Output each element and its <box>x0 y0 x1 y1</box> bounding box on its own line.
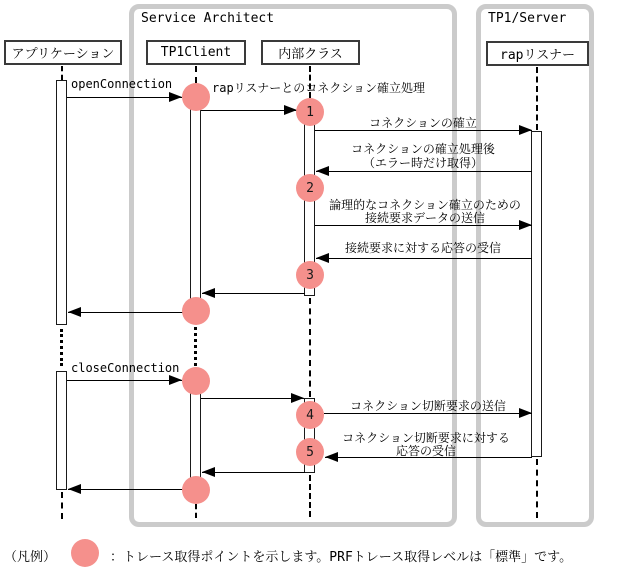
activation-rap-listener <box>531 131 542 457</box>
message-label-open-connection: openConnection <box>71 77 173 91</box>
lifeline-application-dash-top <box>61 66 63 80</box>
arrow-line <box>68 312 191 313</box>
message-label-logical-line2: 接続要求データの送信 <box>364 211 485 225</box>
frame-title-tp1-server: TP1/Server <box>488 11 567 26</box>
trace-point-2-icon: 2 <box>296 174 324 202</box>
message-label-disconnect-response-line2: 応答の受信 <box>395 444 456 458</box>
lifeline-internal-class-dash-mid <box>309 298 311 397</box>
message-label-logical-line1: 論理的なコネクション確立のための <box>329 198 521 212</box>
arrow-line <box>68 489 191 490</box>
trace-point-3-icon: 3 <box>296 261 324 289</box>
message-label-connect-response: 接続要求に対する応答の受信 <box>344 241 501 255</box>
lifeline-tp1client-dash-bottom <box>195 504 197 518</box>
lifeline-rap-listener-dash-bottom <box>536 459 538 518</box>
trace-point-1-icon: 1 <box>296 98 324 126</box>
message-label-disconnect-request: コネクション切断要求の送信 <box>350 399 506 413</box>
lifeline-head-internal-class: 内部クラス <box>261 40 360 65</box>
activation-tp1client-1 <box>190 90 201 318</box>
legend-trace-point-icon <box>71 539 99 567</box>
trace-point-icon <box>182 476 210 504</box>
activation-application-2 <box>56 371 67 490</box>
arrowhead-right-icon <box>169 92 182 102</box>
trace-point-icon <box>182 367 210 395</box>
message-label-establish: コネクションの確立 <box>369 116 477 130</box>
message-arrow-to-internal-class-2 <box>201 393 304 404</box>
message-arrow-return-to-tp1client-2 <box>202 467 305 478</box>
activation-application-1 <box>56 80 67 325</box>
lifeline-head-rap-listener: rapリスナー <box>486 41 589 66</box>
time-gap-application-dots <box>60 329 63 366</box>
message-label-after-establish-line1: コネクションの確立処理後 <box>351 142 495 156</box>
arrowhead-left-icon <box>202 288 215 298</box>
arrow-line <box>201 398 304 399</box>
message-arrow-return-to-tp1client-1 <box>202 288 305 299</box>
arrowhead-left-icon <box>68 484 81 494</box>
lifeline-head-application: アプリケーション <box>4 40 122 65</box>
message-arrow-open-connection <box>67 92 182 103</box>
arrow-line <box>67 380 182 381</box>
annotation-rap-note: rapリスナーとのコネクション確立処理 <box>212 81 425 95</box>
arrow-line <box>201 110 297 111</box>
arrow-line <box>316 258 532 259</box>
message-label-disconnect-response-line1: コネクション切断要求に対する <box>342 431 510 445</box>
arrow-line <box>67 97 182 98</box>
message-arrow-return-to-application-1 <box>68 307 191 318</box>
trace-point-4-icon: 4 <box>296 401 324 429</box>
trace-point-5-icon: 5 <box>296 438 324 466</box>
message-arrow-to-internal-class <box>201 105 297 116</box>
lifeline-head-tp1client: TP1Client <box>146 40 246 65</box>
legend-text: ：トレース取得ポイントを示します。PRFトレース取得レベルは「標準」です。 <box>110 550 573 565</box>
time-gap-tp1client-dots <box>194 327 197 366</box>
lifeline-tp1client-dash-top <box>195 66 197 83</box>
arrow-line <box>202 293 305 294</box>
lifeline-application-dash-bottom <box>61 492 63 519</box>
lifeline-internal-class-dash-bottom <box>309 475 311 517</box>
arrow-line <box>202 472 305 473</box>
trace-point-icon <box>182 83 210 111</box>
message-label-close-connection: closeConnection <box>71 361 180 375</box>
message-arrow-return-to-application-2 <box>68 484 191 495</box>
lifeline-rap-listener-dash-top <box>536 67 538 130</box>
trace-point-icon <box>182 297 210 325</box>
arrowhead-left-icon <box>202 467 215 477</box>
arrowhead-left-icon <box>68 307 81 317</box>
arrowhead-right-icon <box>169 375 182 385</box>
legend-label: （凡例） <box>4 550 57 565</box>
message-label-after-establish-line2: （エラー時だけ取得） <box>362 156 483 170</box>
message-arrow-close-connection <box>67 375 182 386</box>
arrowhead-right-icon <box>291 393 304 403</box>
frame-title-service-architect: Service Architect <box>141 11 275 26</box>
